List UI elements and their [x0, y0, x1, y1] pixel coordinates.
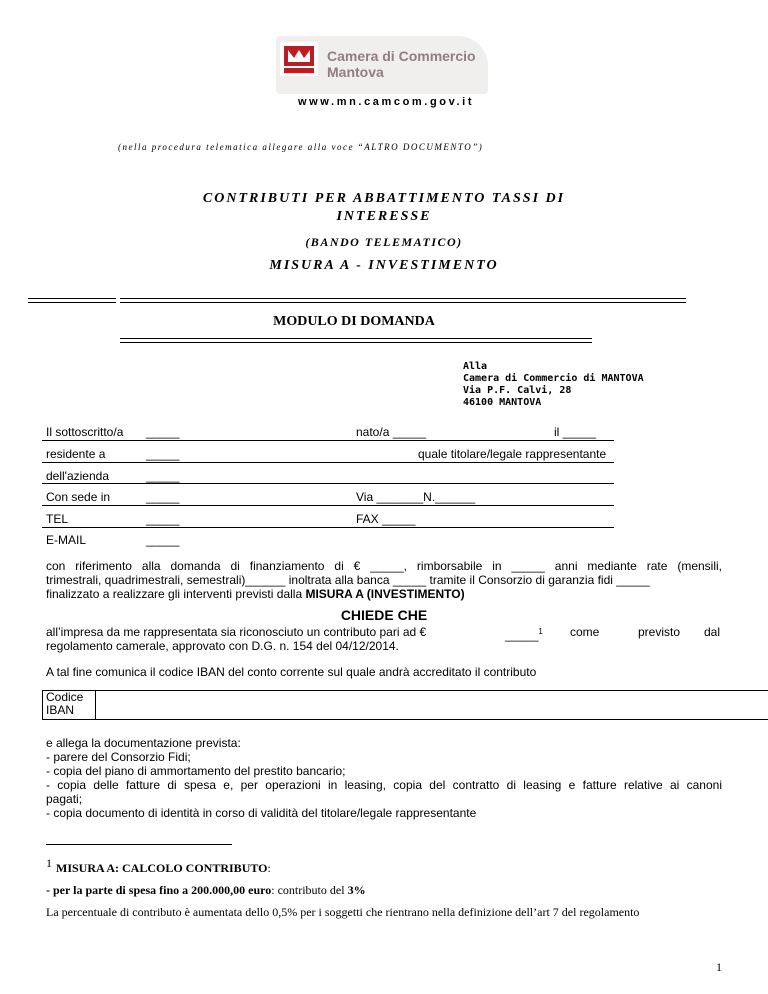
- logo-text-city: Mantova: [327, 64, 384, 80]
- body-text: e allega la documentazione prevista:: [46, 736, 241, 750]
- ruolo-label: quale titolare/legale rappresentante: [418, 447, 607, 461]
- divider: [120, 342, 592, 343]
- residente-field[interactable]: _____: [146, 447, 180, 461]
- list-item: - copia delle fatture di spesa e, per operazioni in leasing, copia del contratto di leasing e fatture relative ai canoni: [46, 778, 722, 792]
- body-text: regolamento camerale, approvato con D.G. n. 154 del 04/12/2014.: [46, 639, 399, 653]
- footnote-line: [46, 883, 366, 898]
- body-text: con riferimento alla domanda di finanziamento di € _____, rimborsabile in _____ anni mediante rate (mensili,: [46, 559, 722, 573]
- residente-label: residente a: [46, 447, 106, 461]
- recipient-line: Via P.F. Calvi, 28: [463, 385, 572, 396]
- footnote-ref: 1: [538, 627, 543, 636]
- footnote-heading-colon: :: [267, 861, 271, 875]
- divider: [120, 338, 592, 339]
- body-text: A tal fine comunica il codice IBAN del conto corrente sul quale andrà accreditato il contributo: [46, 665, 537, 679]
- body-text: [46, 587, 726, 601]
- azienda-label: dell'azienda: [46, 469, 110, 483]
- title-line-2: INTERESSE: [336, 209, 432, 224]
- list-item: - copia documento di identità in corso di validità del titolare/legale rappresentante: [46, 806, 477, 820]
- iban-label: [43, 691, 96, 719]
- title-line-3: (BANDO TELEMATICO): [305, 235, 463, 249]
- divider: [28, 298, 116, 299]
- list-item: - copia del piano di ammortamento del prestito bancario;: [46, 764, 346, 778]
- email-field[interactable]: _____: [146, 533, 180, 547]
- iban-label-line: IBAN: [46, 703, 75, 717]
- row-line: [42, 440, 614, 441]
- azienda-field[interactable]: _____: [146, 469, 180, 483]
- footnote-separator: [46, 844, 232, 845]
- footnote-percent: 3%: [347, 883, 366, 897]
- fax-field[interactable]: FAX _____: [356, 512, 416, 526]
- logo-text: Camera di Commercio: [327, 48, 476, 64]
- body-text: dal: [704, 625, 721, 639]
- body-text: all’impresa da me rappresentata sia riconosciuto un contributo pari ad €: [46, 625, 427, 639]
- footnote-text: : contributo del: [271, 883, 348, 897]
- data-nascita-field[interactable]: il _____: [554, 425, 597, 439]
- title-line-4: MISURA A - INVESTIMENTO: [269, 258, 499, 273]
- website-url: www.mn.camcom.gov.it: [298, 96, 475, 108]
- tel-label: TEL: [46, 512, 69, 526]
- sede-field[interactable]: _____: [146, 490, 180, 504]
- list-item: pagati;: [46, 792, 83, 806]
- recipient-line: Alla: [463, 361, 488, 372]
- sottoscritto-field[interactable]: _____: [146, 425, 180, 439]
- footnote-line: La percentuale di contributo è aumentata dello 0,5% per i soggetti che rientrano nella definizione dell’art 7 del regolamento: [46, 905, 640, 919]
- recipient-line: 46100 MANTOVA: [463, 397, 542, 408]
- footnote-number: 1: [46, 856, 52, 870]
- title-line-1: CONTRIBUTI PER ABBATTIMENTO TASSI DI: [202, 191, 566, 206]
- page-number: 1: [716, 960, 722, 974]
- row-line: [42, 527, 614, 528]
- body-text: come: [570, 625, 600, 639]
- iban-label-line: Codice: [46, 690, 84, 704]
- chiede-heading: CHIEDE CHE: [340, 607, 428, 623]
- misura-bold: MISURA A (INVESTIMENTO): [305, 587, 465, 601]
- chamber-logo-icon: [278, 40, 320, 78]
- body-text: trimestrali, quadrimestrali, semestrali)______ inoltrata alla banca _____ tramite il Consorzio di garanzia fidi _____: [46, 573, 650, 587]
- nato-field[interactable]: nato/a _____: [356, 425, 427, 439]
- row-line: [42, 505, 614, 506]
- body-text-span: finalizzato a realizzare gli interventi previsti dalla: [46, 587, 306, 601]
- importo-blank[interactable]: _____: [505, 628, 539, 642]
- form-title: MODULO DI DOMANDA: [273, 314, 435, 329]
- footnote-heading: [56, 861, 271, 876]
- divider: [120, 298, 686, 299]
- list-item: - parere del Consorzio Fidi;: [46, 750, 191, 764]
- sede-label: Con sede in: [46, 490, 111, 504]
- importo-field[interactable]: [505, 625, 543, 642]
- sottoscritto-label: Il sottoscritto/a: [46, 425, 124, 439]
- iban-input[interactable]: [42, 690, 768, 720]
- tel-field[interactable]: _____: [146, 512, 180, 526]
- body-text: previsto: [638, 625, 681, 639]
- email-label: E-MAIL: [46, 533, 87, 547]
- via-field[interactable]: Via _______N.______: [356, 490, 476, 504]
- footnote-bold: - per la parte di spesa fino a 200.000,00 euro: [46, 883, 272, 897]
- procedure-note: (nella procedura telematica allegare alla voce “ALTRO DOCUMENTO”): [118, 142, 484, 152]
- recipient-line: Camera di Commercio di MANTOVA: [463, 373, 644, 384]
- row-line: [42, 462, 614, 463]
- footnote-heading-text: MISURA A: CALCOLO CONTRIBUTO: [56, 861, 268, 875]
- divider: [120, 302, 686, 303]
- divider: [28, 302, 116, 303]
- row-line: [42, 483, 614, 484]
